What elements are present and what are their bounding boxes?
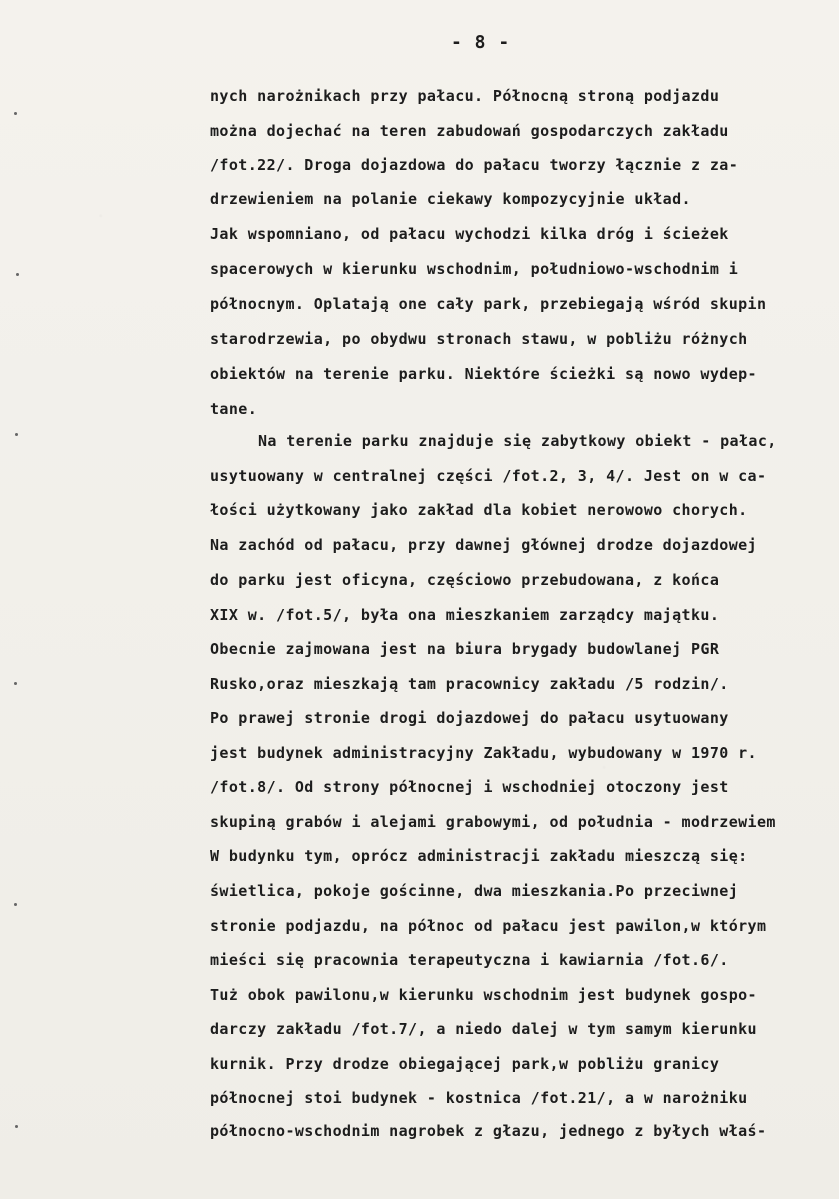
text-line: nych narożnikach przy pałacu. Północną stroną podjazdu: [210, 87, 720, 105]
margin-mark: [14, 112, 17, 115]
text-line: Po prawej stronie drogi dojazdowej do pałacu usytuowany: [210, 709, 729, 727]
text-line: XIX w. /fot.5/, była ona mieszkaniem zarządcy majątku.: [210, 606, 720, 624]
text-line: do parku jest oficyna, częściowo przebudowana, z końca: [210, 571, 720, 589]
page-number: - 8 -: [451, 32, 511, 53]
text-line: W budynku tym, oprócz administracji zakładu mieszczą się:: [210, 847, 748, 865]
text-line: Rusko,oraz mieszkają tam pracownicy zakładu /5 rodzin/.: [210, 675, 729, 693]
text-line: /fot.8/. Od strony północnej i wschodniej otoczony jest: [210, 778, 729, 796]
text-line: kurnik. Przy drodze obiegającej park,w pobliżu granicy: [210, 1055, 720, 1073]
text-line: darczy zakładu /fot.7/, a niedo dalej w tym samym kierunku: [210, 1020, 757, 1038]
text-line: spacerowych w kierunku wschodnim, południowo-wschodnim i: [210, 260, 739, 278]
text-line: stronie podjazdu, na północ od pałacu jest pawilon,w którym: [210, 917, 767, 935]
text-line: północnym. Oplatają one cały park, przebiegają wśród skupin: [210, 295, 767, 313]
text-line: północnej stoi budynek - kostnica /fot.21/, a w narożniku: [210, 1089, 748, 1107]
text-line: starodrzewia, po obydwu stronach stawu, w pobliżu różnych: [210, 330, 748, 348]
text-line: drzewieniem na polanie ciekawy kompozycyjnie układ.: [210, 190, 691, 208]
text-line: Tuż obok pawilonu,w kierunku wschodnim jest budynek gospo-: [210, 986, 757, 1004]
text-line: Na zachód od pałacu, przy dawnej głównej drodze dojazdowej: [210, 536, 757, 554]
text-line: skupiną grabów i alejami grabowymi, od południa - modrzewiem: [210, 813, 776, 831]
margin-mark: [14, 903, 17, 906]
text-line: /fot.22/. Droga dojazdowa do pałacu tworzy łącznie z za-: [210, 156, 739, 174]
text-line: tane.: [210, 400, 258, 418]
text-line: obiektów na terenie parku. Niektóre ścieżki są nowo wydep-: [210, 365, 757, 383]
text-line: jest budynek administracyjny Zakładu, wybudowany w 1970 r.: [210, 744, 757, 762]
margin-mark: [15, 433, 18, 436]
text-line: Jak wspomniano, od pałacu wychodzi kilka dróg i ścieżek: [210, 225, 729, 243]
text-line: świetlica, pokoje gościnne, dwa mieszkania.Po przeciwnej: [210, 882, 739, 900]
text-line: Na terenie parku znajduje się zabytkowy obiekt - pałac,: [258, 432, 777, 450]
text-line: mieści się pracownia terapeutyczna i kawiarnia /fot.6/.: [210, 951, 729, 969]
text-line: można dojechać na teren zabudowań gospodarczych zakładu: [210, 122, 729, 140]
margin-mark: [15, 1125, 18, 1128]
margin-mark: [14, 682, 17, 685]
text-line: łości użytkowany jako zakład dla kobiet nerowowo chorych.: [210, 501, 748, 519]
text-line: Obecnie zajmowana jest na biura brygady budowlanej PGR: [210, 640, 720, 658]
text-line: usytuowany w centralnej części /fot.2, 3, 4/. Jest on w ca-: [210, 467, 767, 485]
text-line: północno-wschodnim nagrobek z głazu, jednego z byłych właś-: [210, 1122, 767, 1140]
margin-mark: [16, 273, 19, 276]
